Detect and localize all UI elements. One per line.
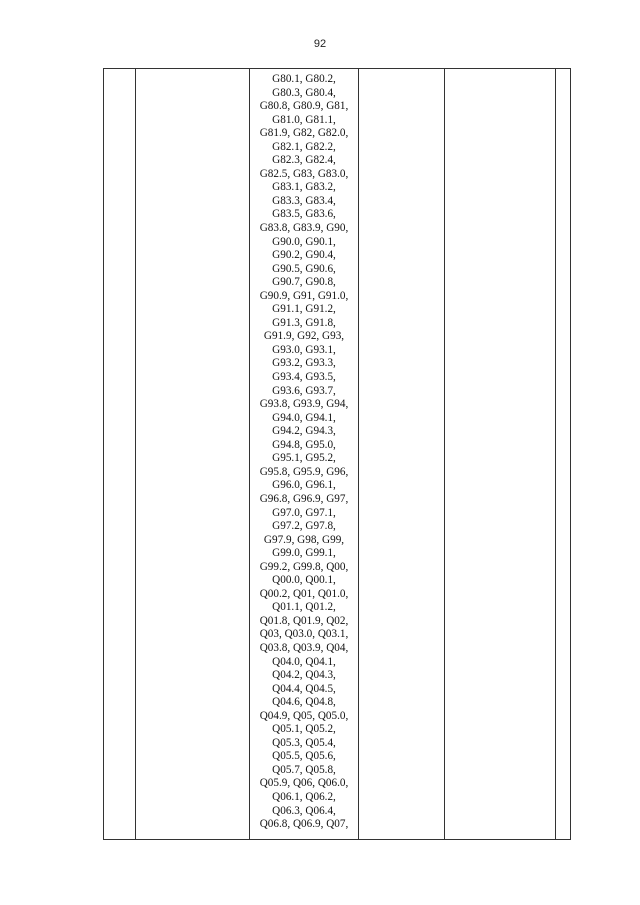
code-line: G91.9, G92, G93, — [263, 330, 345, 343]
code-line: G81.0, G81.1, — [272, 113, 336, 126]
code-line: G95.1, G95.2, — [272, 452, 336, 465]
table-row — [104, 69, 571, 840]
code-line: Q04.6, Q04.8, — [272, 696, 336, 709]
code-line: Q05.1, Q05.2, — [272, 723, 336, 736]
code-line: G90.9, G91, G91.0, — [259, 289, 349, 302]
code-line: Q04.2, Q04.3, — [272, 669, 336, 682]
code-line: G99.2, G99.8, Q00, — [259, 560, 349, 573]
code-line: G97.2, G97.8, — [272, 520, 336, 533]
code-line: G96.8, G96.9, G97, — [259, 492, 349, 505]
code-line: G82.5, G83, G83.0, — [259, 167, 349, 180]
code-line: G82.3, G82.4, — [272, 154, 336, 167]
code-line: G90.2, G90.4, — [272, 249, 336, 262]
table-cell-col-2 — [136, 69, 250, 840]
code-line: Q03, Q03.0, Q03.1, — [259, 628, 349, 641]
code-line: G90.7, G90.8, — [272, 276, 336, 289]
code-line: Q05.9, Q06, Q06.0, — [259, 777, 349, 790]
code-line: G91.3, G91.8, — [272, 316, 336, 329]
code-line: G94.8, G95.0, — [272, 438, 336, 451]
table-cell-col-4 — [359, 69, 445, 840]
table-cell-col-5 — [445, 69, 556, 840]
code-line: G83.8, G83.9, G90, — [259, 222, 349, 235]
code-line: G93.0, G93.1, — [272, 343, 336, 356]
code-line: Q01.8, Q01.9, Q02, — [259, 614, 349, 627]
code-line: Q01.1, Q01.2, — [272, 601, 336, 614]
code-line: G90.5, G90.6, — [272, 262, 336, 275]
code-line: Q00.2, Q01, Q01.0, — [259, 587, 349, 600]
code-line: G93.6, G93.7, — [272, 384, 336, 397]
diagnosis-codes-cell — [250, 69, 359, 840]
code-line: G81.9, G82, G82.0, — [259, 127, 349, 140]
code-line: G99.0, G99.1, — [272, 547, 336, 560]
code-line: Q06.1, Q06.2, — [272, 790, 336, 803]
page-number: 92 — [313, 38, 327, 50]
code-line: G83.3, G83.4, — [272, 194, 336, 207]
code-line: G93.8, G93.9, G94, — [259, 398, 349, 411]
code-line: G93.2, G93.3, — [272, 357, 336, 370]
table-cell-col-1 — [104, 69, 136, 840]
code-line: G90.0, G90.1, — [272, 235, 336, 248]
code-line: G80.1, G80.2, — [272, 73, 336, 85]
document-table — [103, 68, 571, 840]
code-line: G94.2, G94.3, — [272, 425, 336, 438]
code-line: Q04.4, Q04.5, — [272, 682, 336, 695]
code-line: Q04.0, Q04.1, — [272, 655, 336, 668]
code-line: Q06.3, Q06.4, — [272, 804, 336, 817]
code-line: Q04.9, Q05, Q05.0, — [259, 709, 349, 722]
code-line: G94.0, G94.1, — [272, 411, 336, 424]
code-line: G97.9, G98, G99, — [263, 533, 345, 546]
code-line: G93.4, G93.5, — [272, 371, 336, 384]
code-line: G80.3, G80.4, — [272, 86, 336, 99]
code-line: G82.1, G82.2, — [272, 140, 336, 153]
table-cell-col-6 — [556, 69, 571, 840]
code-line: G83.1, G83.2, — [272, 181, 336, 194]
code-line: Q05.5, Q05.6, — [272, 750, 336, 763]
code-line: Q05.7, Q05.8, — [272, 763, 336, 776]
code-line: G91.1, G91.2, — [272, 303, 336, 316]
code-line: Q03.8, Q03.9, Q04, — [259, 641, 349, 654]
code-line: Q00.0, Q00.1, — [272, 574, 336, 587]
code-line: G83.5, G83.6, — [272, 208, 336, 221]
code-line: Q05.3, Q05.4, — [272, 736, 336, 749]
code-line: G96.0, G96.1, — [272, 479, 336, 492]
code-line: G80.8, G80.9, G81, — [259, 100, 349, 113]
code-line: Q06.8, Q06.9, Q07, — [259, 818, 349, 831]
code-line: G97.0, G97.1, — [272, 506, 336, 519]
code-line: G95.8, G95.9, G96, — [259, 465, 349, 478]
